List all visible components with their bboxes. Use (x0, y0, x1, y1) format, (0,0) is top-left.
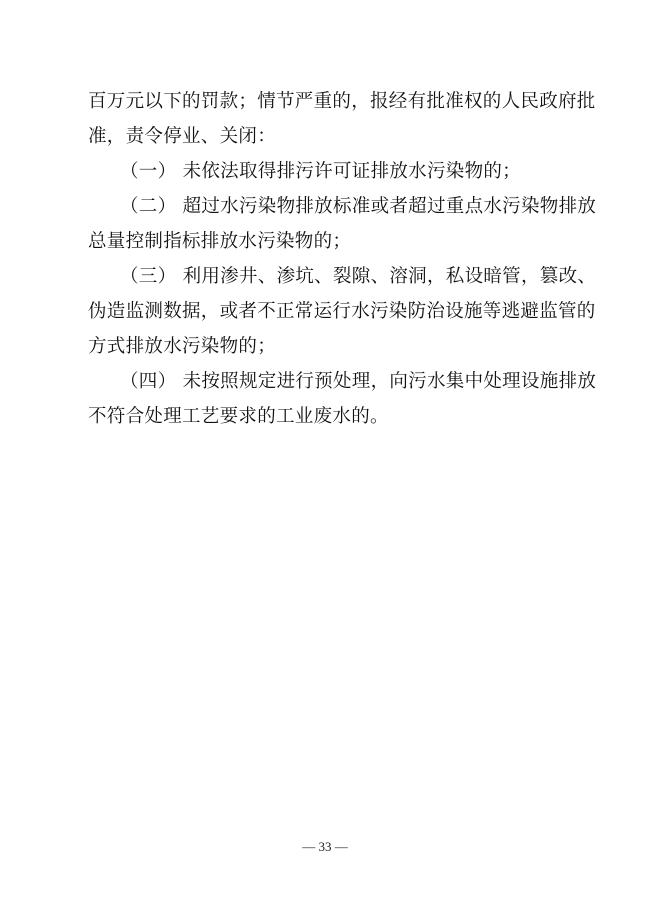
page-number: — 33 — (302, 839, 348, 854)
item-two-line-2: 总量控制指标排放水污染物的； (88, 231, 352, 252)
paragraph-line-continuation: 百万元以下的罚款；情节严重的，报经有批准权的人民政府批 (88, 91, 596, 112)
item-one-line: （一） 未依法取得排污许可证排放水污染物的； (120, 161, 521, 182)
item-three-line-3: 方式排放水污染物的； (88, 336, 277, 357)
body-text (88, 84, 597, 434)
item-four-line-2: 不符合处理工艺要求的工业废水的。 (88, 406, 389, 427)
item-three-line-2: 伪造监测数据，或者不正常运行水污染防治设施等逃避监管的 (88, 301, 596, 322)
paragraph-line-continuation-end: 准，责令停业、关闭： (88, 126, 277, 147)
item-three-line-1: （三） 利用渗井、渗坑、裂隙、溶洞，私设暗管，篡改、 (120, 266, 597, 287)
item-four-line-1: （四） 未按照规定进行预处理，向污水集中处理设施排放 (120, 371, 597, 392)
item-two-line-1: （二） 超过水污染物排放标准或者超过重点水污染物排放 (120, 196, 597, 217)
